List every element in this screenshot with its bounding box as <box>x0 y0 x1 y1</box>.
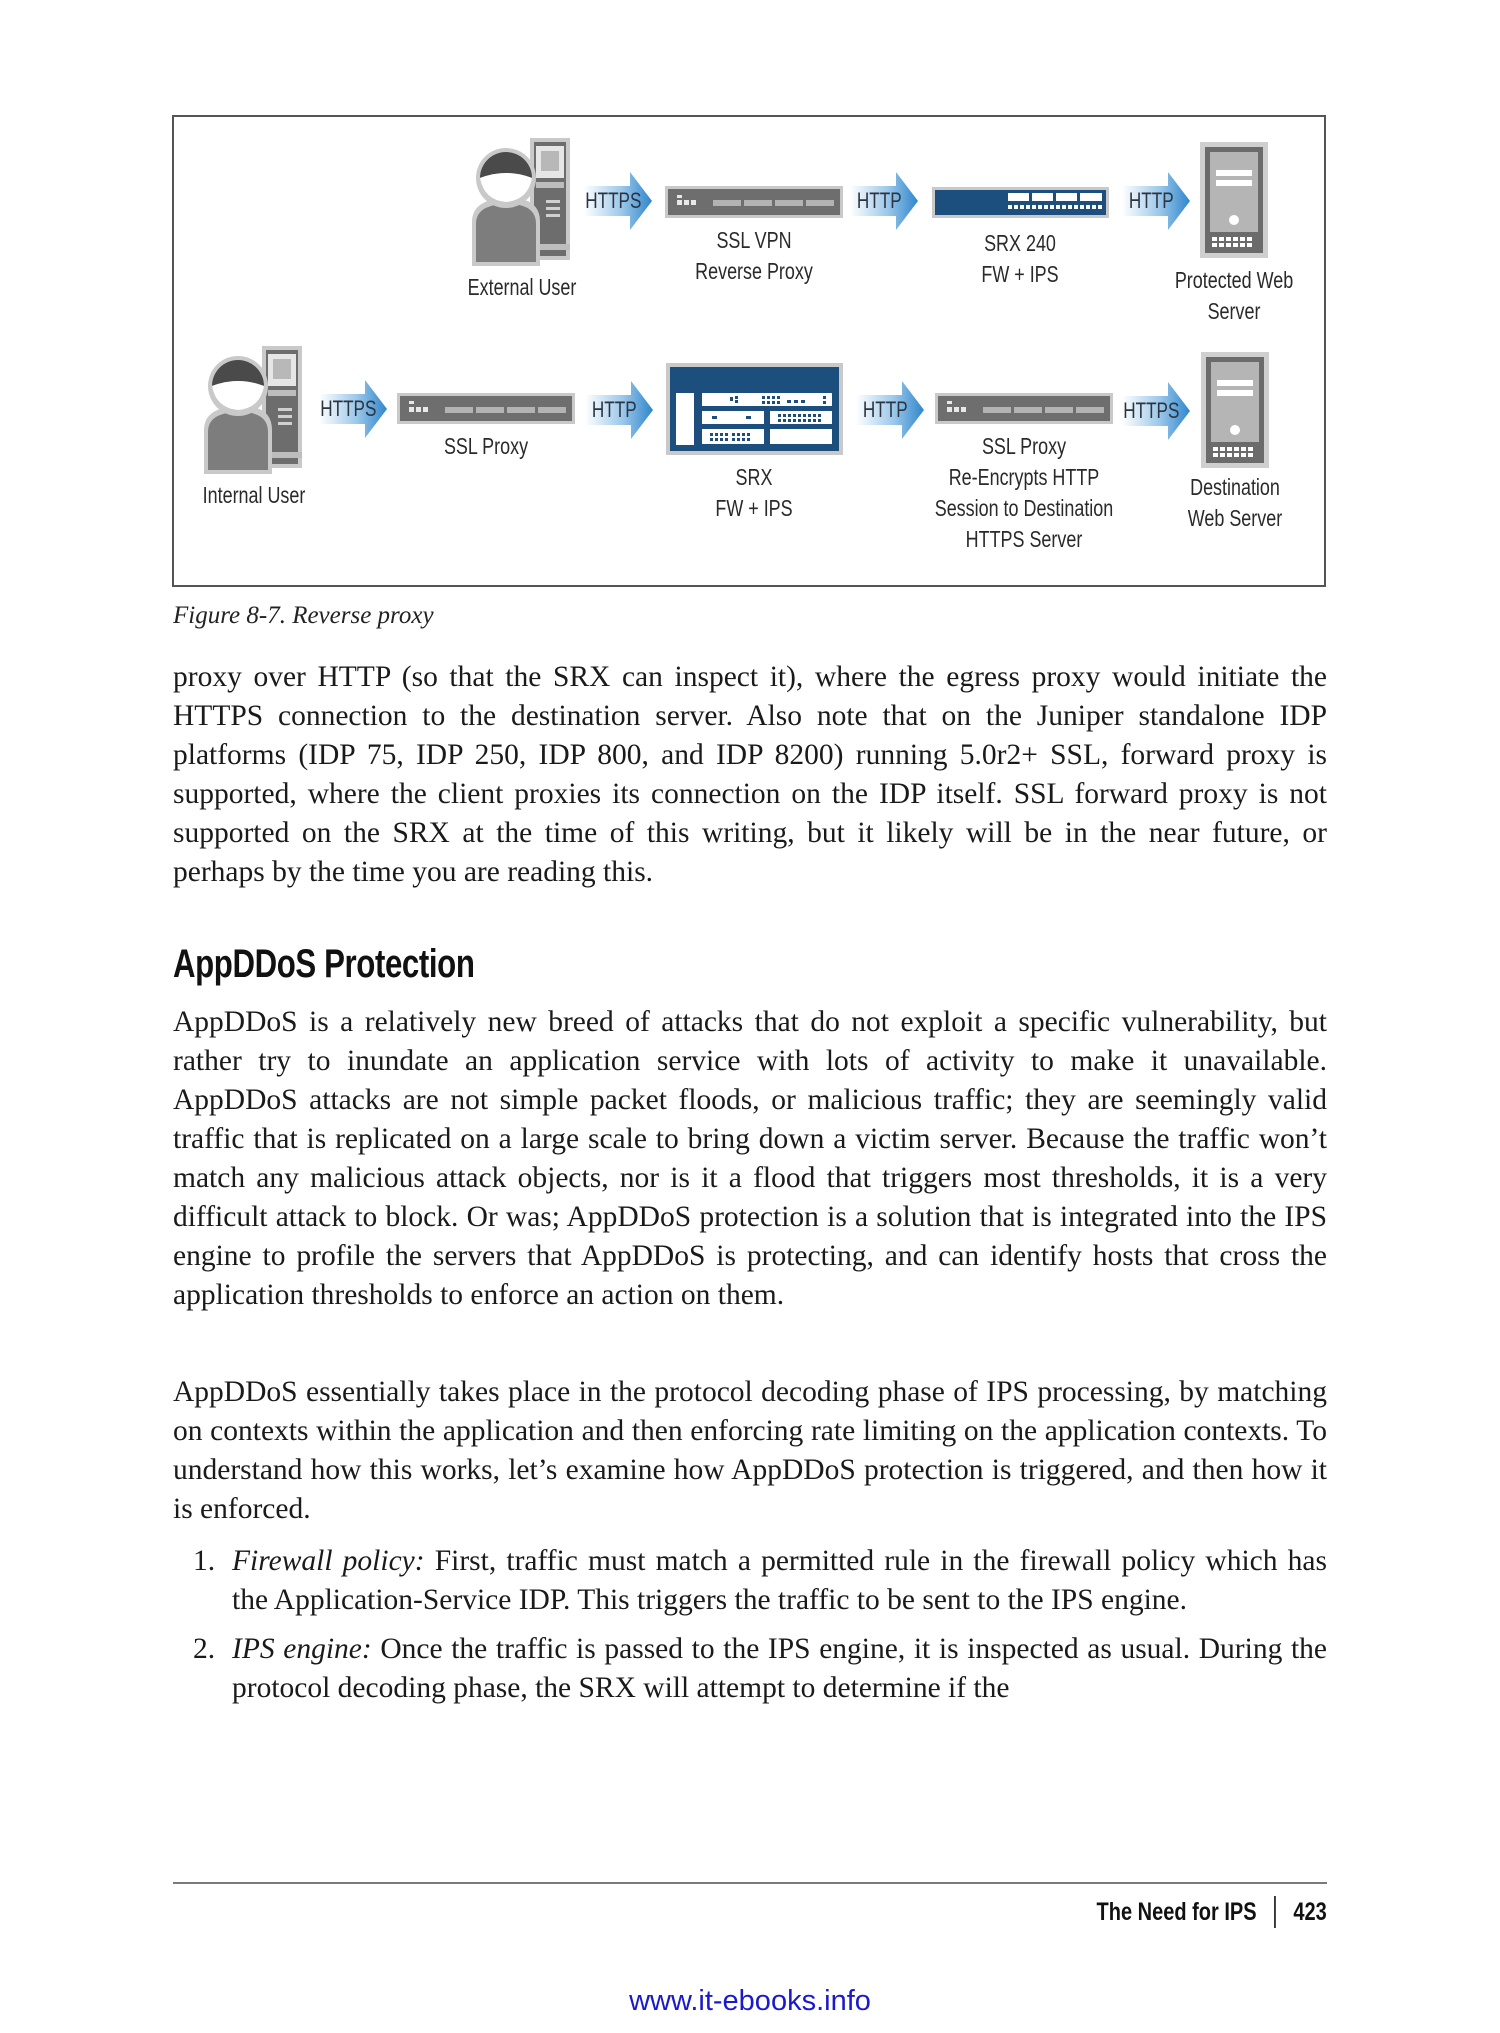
label-line: SSL VPN <box>716 227 792 253</box>
protected-web-server-label <box>1172 265 1297 327</box>
footer-divider <box>173 1882 1327 1884</box>
srx-chassis-icon <box>666 363 843 455</box>
arrow-label: HTTPS <box>320 396 377 421</box>
label-line: SSL Proxy <box>981 433 1067 459</box>
destination-web-server-label <box>1173 472 1298 534</box>
arrow-label: HTTPS <box>1123 398 1180 423</box>
label-line: SRX <box>735 464 773 490</box>
srx-label <box>684 462 824 524</box>
arrow-label: HTTP <box>591 397 637 422</box>
list-item <box>173 1542 1327 1620</box>
arrow-label: HTTP <box>862 397 908 422</box>
list-text: First, traffic must match a permitted rule in the firewall policy which has the Application-Service IDP. This triggers the traffic to be sent to the IPS engine. <box>232 1545 1327 1616</box>
ssl-vpn-appliance-icon <box>665 186 843 218</box>
arrow-label: HTTPS <box>585 188 642 213</box>
list-number: 1. <box>193 1545 216 1577</box>
label-line: Session to Destination <box>934 495 1114 521</box>
label-line: Web Server <box>1187 505 1283 531</box>
label-line: Destination <box>1190 474 1280 500</box>
page-footer <box>1097 1896 1327 1928</box>
label-line: Server <box>1207 298 1261 324</box>
label-line: HTTPS Server <box>965 526 1083 552</box>
list-term: Firewall policy: <box>232 1545 425 1577</box>
footer-separator <box>1274 1896 1276 1928</box>
arrow-https-bottom-4 <box>1122 382 1190 440</box>
ssl-vpn-label <box>684 225 824 287</box>
arrow-http-top-2 <box>850 172 918 230</box>
label-line: SRX 240 <box>984 230 1056 256</box>
list-term: IPS engine: <box>232 1633 372 1665</box>
paragraph-1: proxy over HTTP (so that the SRX can inspect it), where the egress proxy would initiate the HTTPS connection to the destination server. Also note that on the Juniper standalone IDP platforms (IDP 75, IDP 250, IDP 800, and IDP 8200) running 5.0r2+ SSL, forward proxy is supported, where the client proxies its connection on the IDP itself. SSL forward proxy is not supported on the SRX at the time of this writing, but it likely will be in the near future, or perhaps by the time you are reading this. <box>173 661 1327 888</box>
ssl-proxy-reencrypt-appliance-icon <box>935 393 1113 424</box>
arrow-https-top-1 <box>584 172 652 230</box>
running-footer-title: The Need for IPS <box>1096 1897 1257 1926</box>
arrow-http-bottom-3 <box>856 381 924 439</box>
figure-caption: Figure 8-7. Reverse proxy <box>173 602 434 629</box>
external-user-icon <box>470 138 574 266</box>
arrow-label: HTTP <box>1128 188 1174 213</box>
destination-web-server-icon <box>1201 352 1269 468</box>
ssl-proxy-reencrypt-label <box>930 431 1117 555</box>
ssl-proxy-appliance-icon <box>397 393 575 424</box>
srx240-appliance-icon <box>932 187 1109 218</box>
label-line: Re-Encrypts HTTP <box>948 464 1100 490</box>
label-line: Reverse Proxy <box>695 258 813 284</box>
ssl-proxy-label: SSL Proxy <box>443 433 529 459</box>
external-user-label: External User <box>467 274 577 300</box>
section-heading: AppDDoS Protection <box>173 942 475 986</box>
protected-web-server-icon <box>1200 142 1268 258</box>
list-number: 2. <box>193 1633 216 1665</box>
internal-user-icon <box>202 346 306 474</box>
label-line: Protected Web <box>1174 267 1294 293</box>
numbered-list <box>173 1542 1327 1718</box>
paragraph-3: AppDDoS essentially takes place in the protocol decoding phase of IPS processing, by matching on contexts within the application and then enforcing rate limiting on the application contexts. To understand how this works, let’s examine how AppDDoS protection is triggered, and then how it is enforced. <box>173 1376 1327 1525</box>
arrow-label: HTTP <box>856 188 902 213</box>
arrow-http-top-3 <box>1122 172 1190 230</box>
label-line: FW + IPS <box>981 261 1059 287</box>
watermark-link[interactable]: www.it-ebooks.info <box>629 1985 871 2017</box>
label-line: FW + IPS <box>715 495 793 521</box>
srx240-label <box>950 228 1090 290</box>
paragraph-2: AppDDoS is a relatively new breed of attacks that do not exploit a specific vulnerability, but rather try to inundate an application service with lots of activity to make it unavailable. AppDDoS attacks are not simple packet floods, or malicious traffic; they are seemingly valid traffic that is replicated on a large scale to bring down a victim server. Because the traffic won’t match any malicious attack objects, nor is it a flood that triggers most thresholds, it is a very difficult attack to block. Or was; AppDDoS protection is a solution that is integrated into the IPS engine to profile the servers that AppDDoS is protecting, and can identify hosts that cross the application thresholds to enforce an action on them. <box>173 1006 1327 1311</box>
list-item <box>173 1630 1327 1708</box>
list-text: Once the traffic is passed to the IPS engine, it is inspected as usual. During the protocol decoding phase, the SRX will attempt to determine if the <box>232 1633 1327 1704</box>
arrow-http-bottom-2 <box>585 381 653 439</box>
internal-user-label: Internal User <box>202 482 306 508</box>
arrow-https-bottom-1 <box>319 380 387 438</box>
page-number: 423 <box>1293 1897 1327 1926</box>
